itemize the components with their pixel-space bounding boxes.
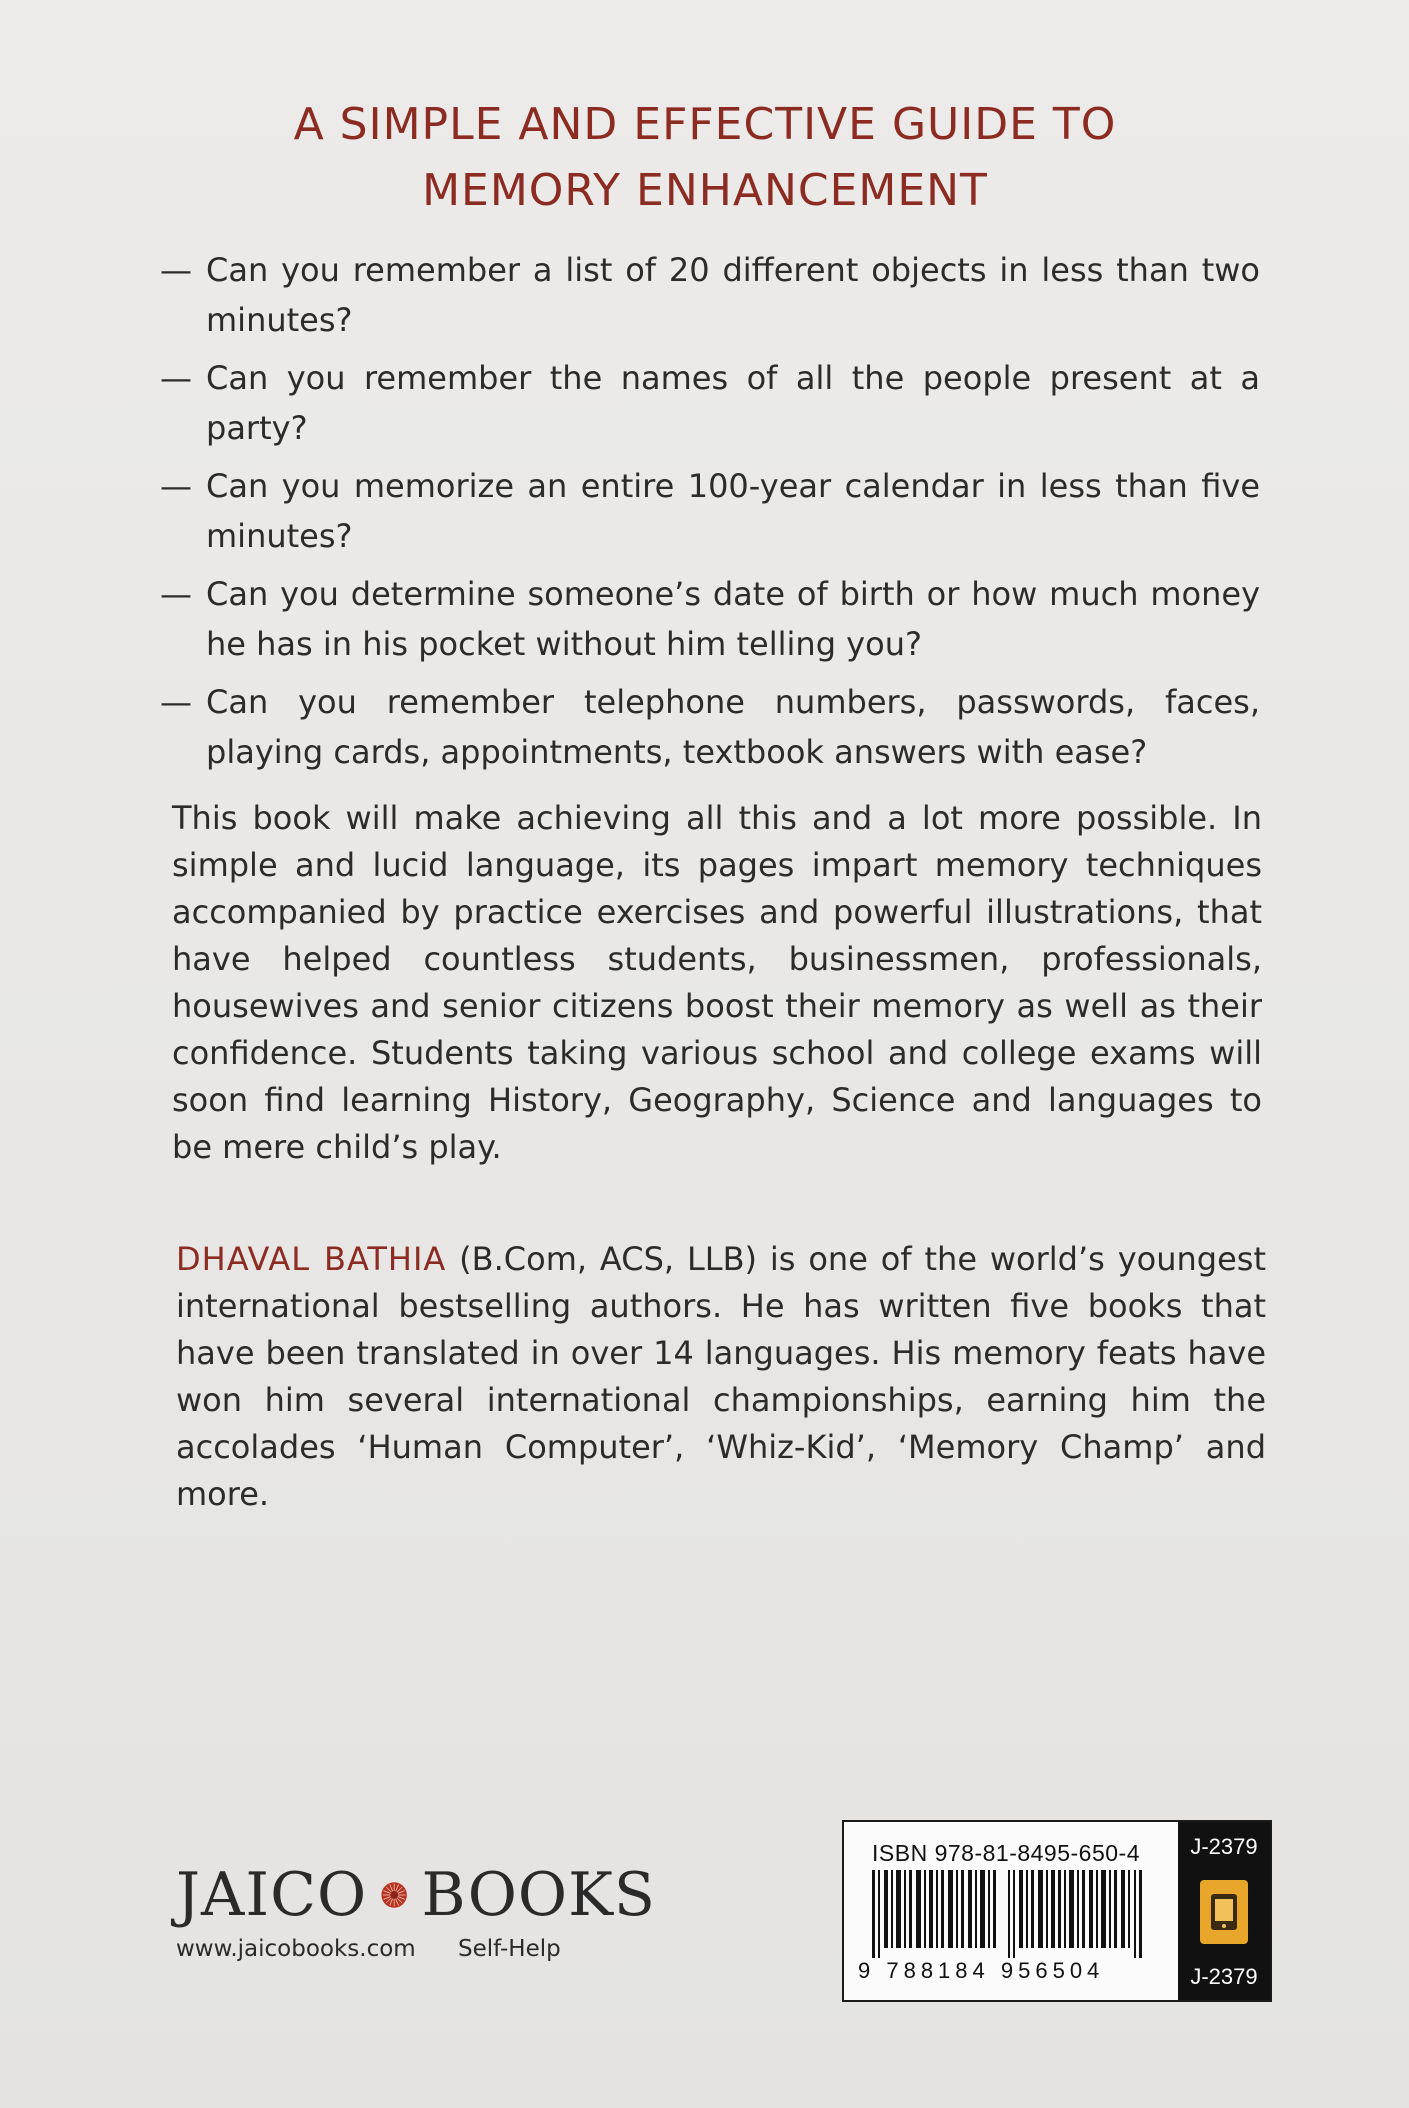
- logo-text-left: JAICO: [176, 1860, 368, 1930]
- cover-heading: [180, 92, 1230, 224]
- isbn-label: ISBN 978-81-8495-650-4: [872, 1840, 1140, 1866]
- publisher-website: www.jaicobooks.com: [176, 1936, 416, 1962]
- barcode-box: [842, 1820, 1272, 2002]
- author-bio-text: (B.Com, ACS, LLB) is one of the world’s youngest international bestselling authors. He has written five books that have been translated in over 14 languages. His memory feats have won him several international championships, earning him the accolades ‘Human Computer’, ‘Whiz-Kid’, ‘Memory Champ’ and more.: [176, 1240, 1266, 1513]
- publisher-block: [176, 1860, 656, 1980]
- dash-bullet: —: [160, 683, 192, 721]
- author-bio: [176, 1236, 1266, 1518]
- barcode-digits: 9 788184 956504: [858, 1958, 1105, 1983]
- catalog-code-bottom: J-2379: [1190, 1964, 1258, 1989]
- dash-bullet: —: [160, 251, 192, 289]
- list-item: — Can you memorize an entire 100-year calendar in less than five minutes?: [160, 461, 1260, 561]
- publisher-logo: [176, 1860, 656, 1930]
- dash-bullet: —: [160, 467, 192, 505]
- list-item: — Can you determine someone’s date of birth or how much money he has in his pocket without him telling you?: [160, 569, 1260, 669]
- heading-line-2: MEMORY ENHANCEMENT: [422, 165, 988, 216]
- list-item: — Can you remember telephone numbers, passwords, faces, playing cards, appointments, textbook answers with ease?: [160, 677, 1260, 777]
- book-category: Self-Help: [458, 1936, 561, 1962]
- catalog-panel: [1178, 1822, 1270, 2000]
- logo-text-right: BOOKS: [421, 1860, 656, 1930]
- barcode-icon: [872, 1870, 1172, 1958]
- heading-line-1: A SIMPLE AND EFFECTIVE GUIDE TO: [293, 99, 1117, 150]
- ebook-icon: [1200, 1880, 1248, 1944]
- dash-bullet: —: [160, 575, 192, 613]
- publisher-meta: [176, 1936, 656, 1962]
- sun-logo-icon: [381, 1866, 407, 1924]
- catalog-code-top: J-2379: [1190, 1834, 1258, 1859]
- list-item: — Can you remember a list of 20 different objects in less than two minutes?: [160, 245, 1260, 345]
- author-name: DHAVAL BATHIA: [176, 1240, 447, 1278]
- book-blurb: This book will make achieving all this and a lot more possible. In simple and lucid language, its pages impart memory techniques accompanied by practice exercises and powerful illustrations, that have helped countless students, businessmen, professionals, housewives and senior citizens boost their memory as well as their confidence. Students taking various school and college exams will soon find learning History, Geography, Science and languages to be mere child’s play.: [172, 799, 1262, 1166]
- list-item: — Can you remember the names of all the people present at a party?: [160, 353, 1260, 453]
- question-list: [160, 245, 1260, 785]
- dash-bullet: —: [160, 359, 192, 397]
